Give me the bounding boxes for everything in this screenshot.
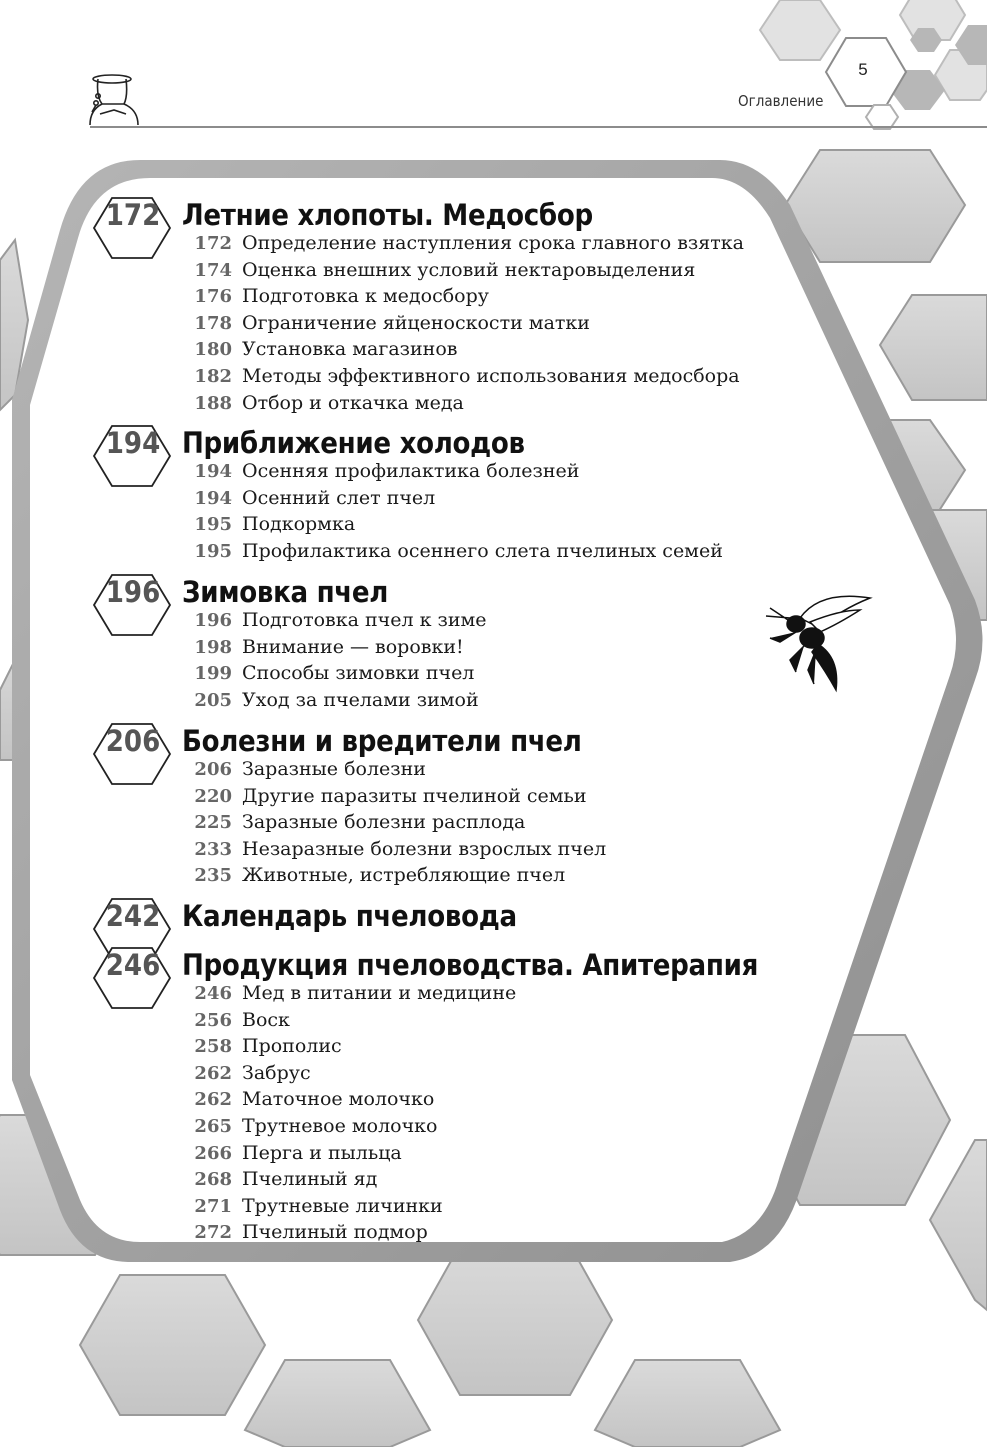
- entry-title: Маточное молочко: [242, 1088, 435, 1111]
- header-rule: [90, 126, 987, 128]
- entry-title: Подготовка пчел к зиме: [242, 609, 487, 631]
- entry-title: Методы эффективного использования медосбора: [242, 364, 740, 387]
- entry-title: Способы зимовки пчел: [242, 662, 475, 685]
- entry-page: 195: [194, 514, 232, 536]
- entry-page: 268: [194, 1169, 232, 1191]
- entry-page: 188: [194, 392, 232, 414]
- entry-page: 258: [194, 1036, 232, 1058]
- entry-title: Трутневые личинки: [242, 1194, 443, 1217]
- entry-title: Оценка внешних условий нектаровыделения: [242, 258, 696, 281]
- entry-page: 196: [194, 610, 232, 631]
- entry-title: Профилактика осеннего слета пчелиных семей: [242, 539, 723, 562]
- entry-title: Пчелиный яд: [242, 1168, 378, 1191]
- entry-page: 206: [194, 759, 232, 780]
- section-page-number: 194: [105, 426, 161, 460]
- entry-page: 180: [194, 339, 232, 361]
- entry-page: 266: [194, 1142, 232, 1164]
- section-title[interactable]: Приближение холодов: [182, 426, 525, 460]
- entry-page: 194: [194, 487, 232, 509]
- entry-page: 178: [194, 312, 232, 334]
- entry-title: Подготовка к медосбору: [242, 285, 489, 308]
- entry-title: Осенний слет пчел: [242, 486, 436, 509]
- entry-title: Трутневое молочко: [242, 1114, 438, 1137]
- entry-page: 220: [194, 785, 232, 807]
- entry-title: Перга и пыльца: [242, 1141, 402, 1164]
- entry-page: 262: [194, 1089, 232, 1111]
- entry-title: Осенняя профилактика болезней: [242, 460, 580, 482]
- section-page-number: 206: [105, 724, 161, 758]
- entry-title: Заразные болезни: [242, 758, 426, 780]
- beekeeper-icon: [86, 70, 144, 126]
- entry-title: Незаразные болезни взрослых пчел: [242, 837, 607, 860]
- entry-page: 174: [194, 259, 232, 281]
- entry-page: 182: [194, 365, 232, 387]
- entry-page: 176: [194, 286, 232, 308]
- entry-title: Забрус: [242, 1061, 311, 1084]
- entry-page: 172: [194, 233, 232, 254]
- section-page-number: 242: [105, 899, 161, 933]
- entry-title: Внимание — воровки!: [242, 635, 464, 658]
- section-page-number: 246: [105, 948, 161, 982]
- entry-page: 233: [194, 838, 232, 860]
- section-title[interactable]: Болезни и вредители пчел: [182, 724, 582, 758]
- section-page-number: 196: [105, 575, 161, 609]
- entry-page: 199: [194, 663, 232, 685]
- entry-title: Заразные болезни расплода: [242, 811, 526, 834]
- entry-title: Отбор и откачка меда: [242, 391, 464, 414]
- entry-page: 235: [194, 865, 232, 887]
- entry-page: 256: [194, 1009, 232, 1031]
- section-title[interactable]: Календарь пчеловода: [182, 899, 517, 933]
- entry-title: Другие паразиты пчелиной семьи: [242, 784, 587, 807]
- section-title[interactable]: Летние хлопоты. Медосбор: [182, 198, 593, 232]
- running-head: Оглавление: [738, 92, 824, 110]
- entry-title: Определение наступления срока главного взятка: [242, 232, 744, 254]
- entry-title: Животные, истребляющие пчел: [242, 864, 566, 887]
- section-page-number: 172: [105, 198, 161, 232]
- section-title[interactable]: Зимовка пчел: [182, 575, 389, 609]
- entry-page: 262: [194, 1062, 232, 1084]
- bee-icon: [760, 580, 875, 695]
- entry-page: 271: [194, 1195, 232, 1217]
- entry-page: 225: [194, 812, 232, 834]
- entry-page: 198: [194, 636, 232, 658]
- section-title[interactable]: Продукция пчеловодства. Апитерапия: [182, 948, 759, 982]
- page-number: 5: [858, 60, 868, 79]
- entry-title: Подкормка: [242, 513, 356, 536]
- entry-page: 194: [194, 461, 232, 482]
- entry-title: Уход за пчелами зимой: [242, 688, 479, 711]
- entry-title: Прополис: [242, 1035, 342, 1058]
- entry-title: Ограничение яйценоскости матки: [242, 311, 590, 334]
- entry-page: 246: [194, 983, 232, 1004]
- entry-page: 205: [194, 689, 232, 711]
- entry-title: Воск: [242, 1008, 290, 1031]
- entry-title: Мед в питании и медицине: [242, 982, 517, 1004]
- entry-page: 195: [194, 540, 232, 562]
- entry-title: Установка магазинов: [242, 338, 458, 361]
- entry-page: 265: [194, 1115, 232, 1137]
- entry-page: 272: [194, 1222, 232, 1244]
- entry-title: Пчелиный подмор: [242, 1221, 428, 1244]
